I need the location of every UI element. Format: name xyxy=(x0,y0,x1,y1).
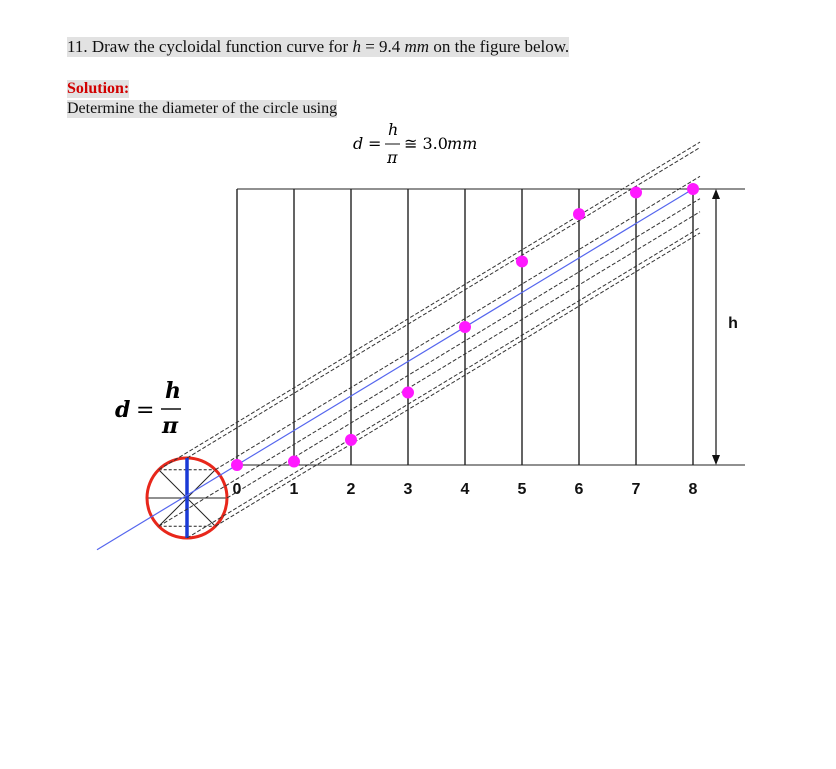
curve-point xyxy=(687,183,699,195)
diameter-formula xyxy=(353,120,477,167)
curve-point xyxy=(402,387,414,399)
formula-lhs: d xyxy=(353,134,364,153)
diagonal-line-group xyxy=(97,189,693,550)
curve-point xyxy=(288,456,300,468)
division-label: 2 xyxy=(346,481,356,498)
curve-point xyxy=(516,255,528,267)
height-dimension xyxy=(712,189,738,465)
projection-line xyxy=(159,199,700,527)
division-label: 7 xyxy=(631,481,641,498)
question-unit: mm xyxy=(404,37,430,56)
division-label: 0 xyxy=(232,481,242,498)
solution-label: Solution: xyxy=(67,80,130,97)
projection-line xyxy=(215,176,700,469)
question-suffix: on the figure below. xyxy=(429,37,570,56)
dimension-arrow-top xyxy=(712,189,720,199)
projection-line xyxy=(215,233,700,526)
question-var: h xyxy=(352,37,361,56)
curve-point xyxy=(630,186,642,198)
side-formula xyxy=(115,378,181,439)
projection-lines xyxy=(159,142,700,538)
side-formula-eq: = xyxy=(136,398,155,423)
curve-point xyxy=(345,434,357,446)
formula-approx: ≅ 3.0 xyxy=(404,134,448,153)
formula-unit: mm xyxy=(447,134,478,153)
side-formula-lhs: d xyxy=(115,397,131,423)
projection-line xyxy=(227,212,700,498)
question-prefix: 11. Draw the cycloidal function curve for xyxy=(67,37,353,56)
projection-line xyxy=(187,148,700,459)
division-label: 8 xyxy=(688,481,698,498)
projection-line xyxy=(159,142,700,470)
side-formula-denominator: π xyxy=(162,413,179,439)
formula-denominator: π xyxy=(387,148,398,167)
projection-line xyxy=(187,228,700,539)
curve-point xyxy=(573,208,585,220)
diagonal-line xyxy=(97,189,693,550)
division-label: 6 xyxy=(574,481,584,498)
curve-point xyxy=(459,321,471,333)
division-labels xyxy=(233,481,698,498)
division-label: 5 xyxy=(517,481,527,498)
curve-point xyxy=(231,459,243,471)
dimension-arrow-bottom xyxy=(712,455,720,465)
determine-text: Determine the diameter of the circle using xyxy=(67,100,338,117)
division-label: 1 xyxy=(289,481,299,498)
division-label: 4 xyxy=(460,481,470,498)
side-formula-numerator: h xyxy=(165,378,181,404)
division-label: 3 xyxy=(403,481,413,498)
formula-numerator: h xyxy=(388,120,399,139)
height-label: h xyxy=(728,315,738,332)
question-equals: = 9.4 xyxy=(360,37,405,56)
formula-eq: = xyxy=(368,134,382,153)
